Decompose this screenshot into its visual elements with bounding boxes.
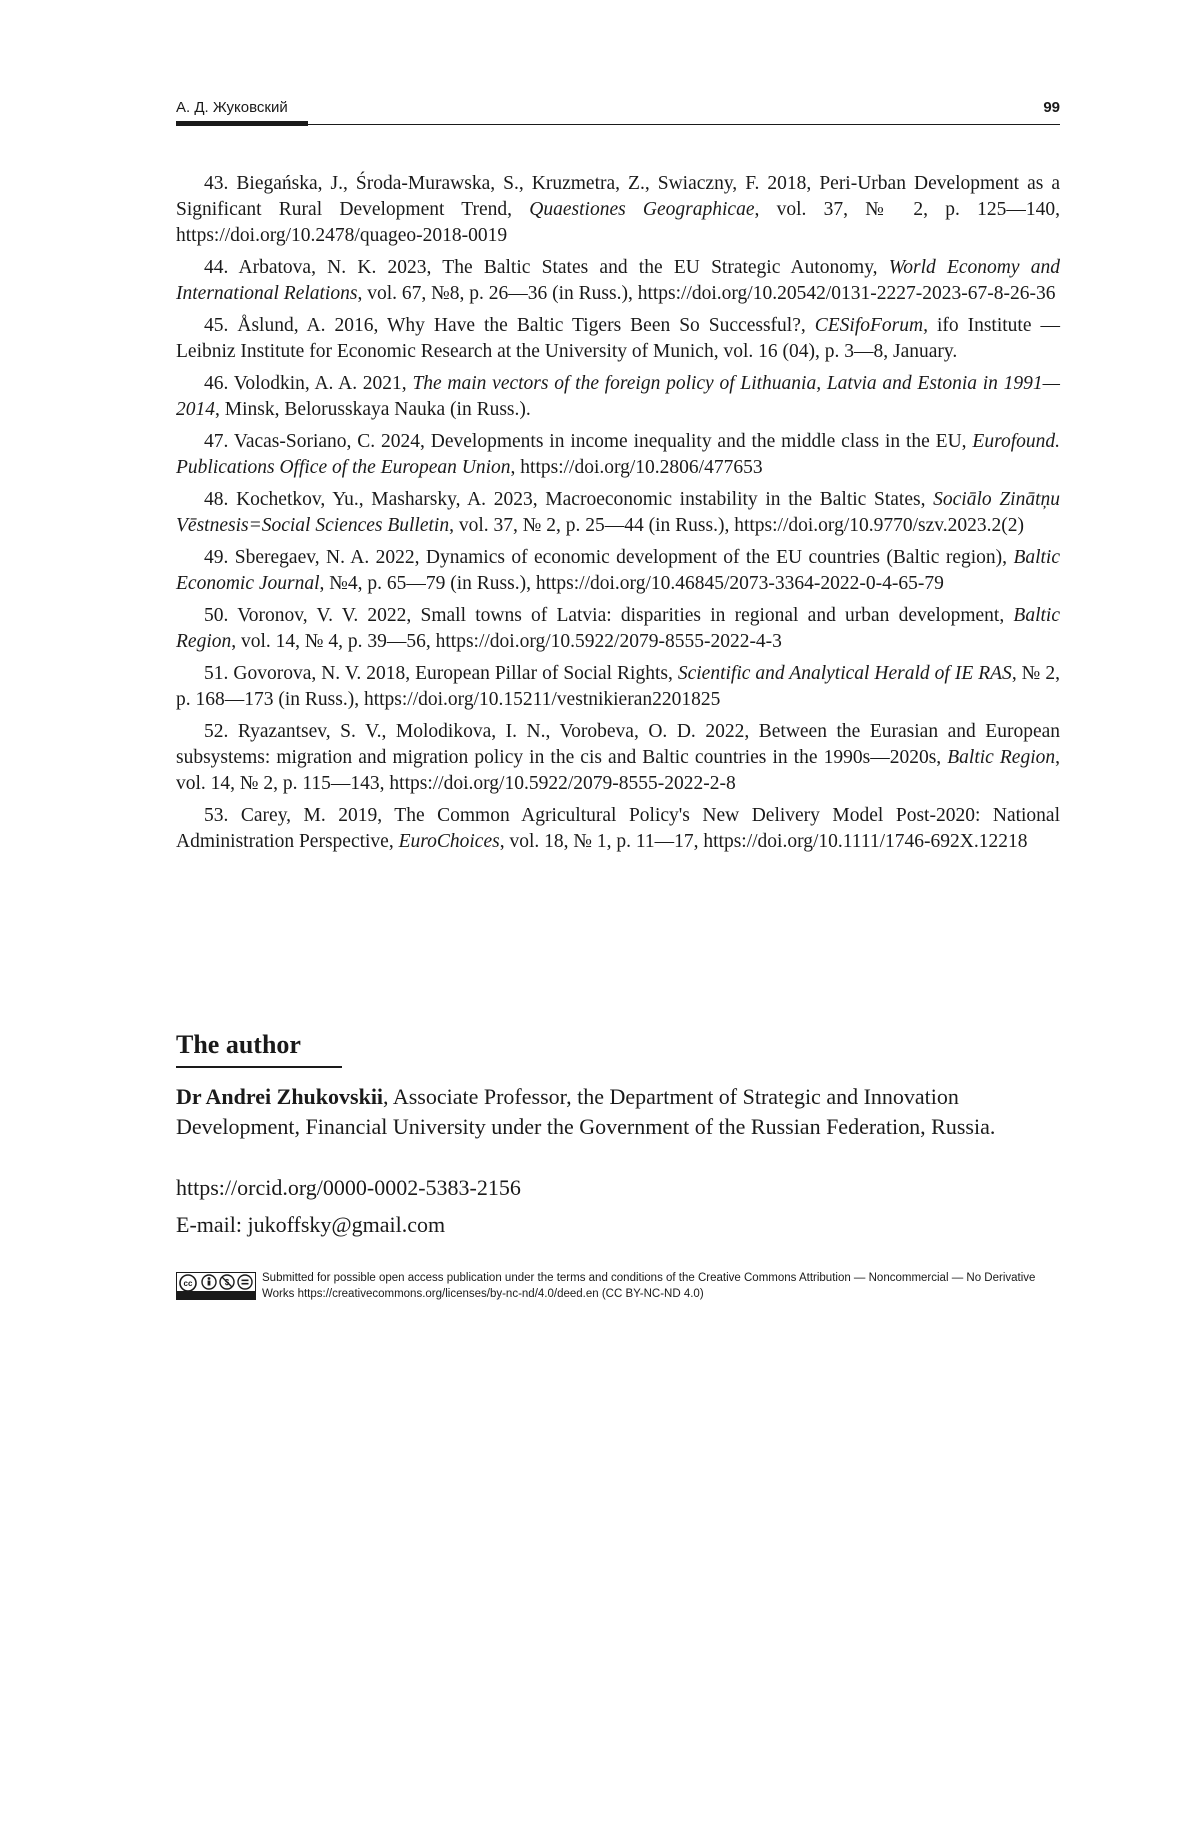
reference-item: 43. Biegańska, J., Środa-Murawska, S., Kruzmetra, Z., Swiaczny, F. 2018, Peri-Urban Development as a Significant Rural Development Trend, Quaestiones Geographicae, vol. 37, № 2, p. 125—140, https://doi.org/10.2478/quageo-2018-0019 xyxy=(176,171,1060,249)
reference-item: 51. Govorova, N. V. 2018, European Pillar of Social Rights, Scientific and Analytical Herald of IE RAS, № 2, p. 168—173 (in Russ.), https://doi.org/10.15211/vestnikieran2201825 xyxy=(176,661,1060,713)
reference-item: 45. Åslund, A. 2016, Why Have the Baltic Tigers Been So Successful?, CESifoForum, ifo Institute — Leibniz Institute for Economic Research at the University of Munich, vol. 16 (04), p. 3—8, January. xyxy=(176,313,1060,365)
reference-item: 49. Sberegaev, N. A. 2022, Dynamics of economic development of the EU countries (Baltic region), Baltic Economic Journal, №4, p. 65—79 (in Russ.), https://doi.org/10.46845/2073-3364-2022-0-4-65-79 xyxy=(176,545,1060,597)
page-number: 99 xyxy=(1043,99,1060,116)
author-affiliation: , Associate Professor, the Department of Strategic and Innovation Development, Financial University under the Government of the Russian Federation, Russia. xyxy=(176,1084,995,1139)
header-rule-thick xyxy=(176,121,308,126)
author-name: Dr Andrei Zhukovskii xyxy=(176,1084,383,1109)
journal-page xyxy=(0,0,1200,1835)
reference-item: 53. Carey, M. 2019, The Common Agricultural Policy's New Delivery Model Post-2020: National Administration Perspective, EuroChoices, vol. 18, № 1, p. 11—17, https://doi.org/10.1111/1746-692X.12218 xyxy=(176,803,1060,855)
license-text: Submitted for possible open access publication under the terms and conditions of the Creative Commons Attribution — Noncommercial — No Derivative Works https://creativecommons.org/licenses/by-nc-nd/4.0/deed.en (CC BY-NC-ND 4.0) xyxy=(262,1270,1062,1302)
reference-item: 50. Voronov, V. V. 2022, Small towns of Latvia: disparities in regional and urban development, Baltic Region, vol. 14, № 4, p. 39—56, https://doi.org/10.5922/2079-8555-2022-4-3 xyxy=(176,603,1060,655)
svg-text:cc: cc xyxy=(184,1279,193,1288)
author-email: E-mail: jukoffsky@gmail.com xyxy=(176,1212,445,1238)
author-orcid: https://orcid.org/0000-0002-5383-2156 xyxy=(176,1175,521,1201)
author-section-heading: The author xyxy=(176,1030,301,1060)
reference-list xyxy=(176,171,1060,861)
author-bio xyxy=(176,1082,1060,1142)
running-head-author: А. Д. Жуковский xyxy=(176,99,288,116)
cc-license-badge-icon xyxy=(176,1272,256,1300)
reference-item: 44. Arbatova, N. K. 2023, The Baltic States and the EU Strategic Autonomy, World Economy and International Relations, vol. 67, №8, p. 26—36 (in Russ.), https://doi.org/10.20542/0131-2227-2023-67-8-26-36 xyxy=(176,255,1060,307)
author-heading-underline xyxy=(176,1066,342,1068)
reference-item: 48. Kochetkov, Yu., Masharsky, A. 2023, Macroeconomic instability in the Baltic States, Sociālo Zinātņu Vēstnesis=Social Sciences Bulletin, vol. 37, № 2, p. 25—44 (in Russ.), https://doi.org/10.9770/szv.2023.2(2) xyxy=(176,487,1060,539)
reference-item: 46. Volodkin, A. A. 2021, The main vectors of the foreign policy of Lithuania, Latvia and Estonia in 1991—2014, Minsk, Belorusskaya Nauka (in Russ.). xyxy=(176,371,1060,423)
reference-item: 52. Ryazantsev, S. V., Molodikova, I. N., Vorobeva, O. D. 2022, Between the Eurasian and European subsystems: migration and migration policy in the cis and Baltic countries in the 1990s—2020s, Baltic Region, vol. 14, № 2, p. 115—143, https://doi.org/10.5922/2079-8555-2022-2-8 xyxy=(176,719,1060,797)
reference-item: 47. Vacas-Soriano, C. 2024, Developments in income inequality and the middle class in the EU, Eurofound. Publications Office of the European Union, https://doi.org/10.2806/477653 xyxy=(176,429,1060,481)
header-rule-thin xyxy=(308,124,1060,125)
